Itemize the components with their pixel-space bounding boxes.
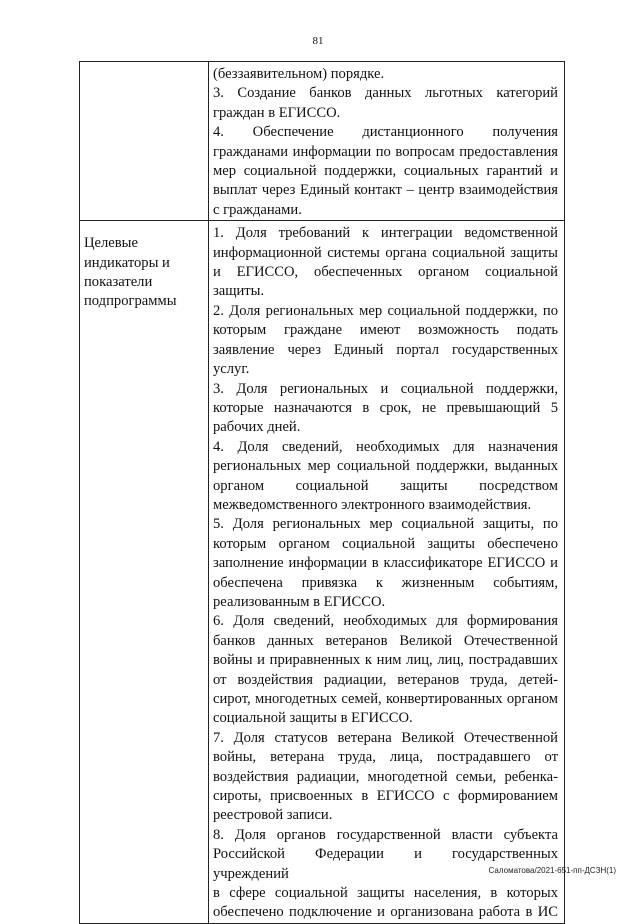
indicator-line: 7. Доля статусов ветерана Великой Отечественной (213, 729, 558, 746)
indicator-line: обеспечено подключение и организована работа в ИС (213, 904, 558, 921)
indicator-line: межведомственного электронного взаимодействия. (213, 496, 532, 513)
continuation-line: граждан в ЕГИССО. (213, 104, 341, 121)
indicator-line: рабочих дней. (213, 419, 301, 436)
continuation-line: гражданами информации по вопросам предоставления (213, 143, 558, 160)
document-stamp: Саломатова/2021-651-пп-ДСЗН(1) (488, 866, 616, 875)
section-label-line: индикаторы и (84, 254, 170, 271)
indicator-line: информационной системы органа социальной защиты (213, 244, 558, 261)
section-label-cell (80, 221, 209, 924)
indicator-line: социальной защиты в ЕГИССО. (213, 710, 413, 727)
indicator-line: Российской Федерации и государственных учреждений (213, 846, 558, 882)
indicator-line: 5. Доля региональных мер социальной защиты, по (213, 516, 558, 533)
indicator-line: сироты, присвоенных в ЕГИССО с формированием (213, 788, 558, 805)
continuation-line: мер социальной поддержки, социальных гарантий и (213, 163, 558, 180)
indicator-line: органом социальной защиты посредством (213, 477, 558, 494)
continuation-line: с гражданами. (213, 201, 302, 218)
indicators-cell (209, 221, 565, 924)
indicator-line: в сфере социальной защиты населения, в которых (213, 885, 558, 902)
indicator-line: защиты. (213, 283, 265, 300)
empty-label-cell (80, 62, 209, 221)
indicator-line: которым граждане имеют возможность подать (213, 322, 558, 339)
indicator-line: которые назначаются в срок, не превышающий 5 (213, 399, 558, 416)
indicator-line: реестровой записи. (213, 807, 333, 824)
continuation-line: 4. Обеспечение дистанционного получения (213, 124, 558, 141)
indicator-line: от воздействия радиации, ветеранов труда, детей- (213, 671, 558, 688)
table-row-continuation (80, 62, 565, 221)
indicator-line: и ЕГИССО, обеспеченных органом социальной (213, 264, 558, 281)
indicator-line: 8. Доля органов государственной власти субъекта (213, 826, 558, 843)
continuation-line: выплат через Единый контакт – центр взаимодействия (213, 182, 558, 199)
indicator-line: 1. Доля требований к интеграции ведомственной (213, 225, 558, 242)
indicator-line: воздействия радиации, многодетной семьи, ребенка- (213, 768, 558, 785)
page-number: 81 (312, 35, 324, 47)
indicator-line: войны, ветерана труда, лица, пострадавшего от (213, 749, 558, 766)
indicator-line: 6. Доля сведений, необходимых для формирования (213, 613, 558, 630)
indicator-line: войны и приравненных к ним лиц, лиц, пострадавших (213, 652, 558, 669)
indicator-line: заявление через Единый портал государственных (213, 341, 558, 358)
indicator-line: 3. Доля региональных и социальной поддержки, (213, 380, 558, 397)
program-table (79, 61, 565, 924)
indicator-line: 4. Доля сведений, необходимых для назначения (213, 438, 558, 455)
indicator-line: региональных мер социальной поддержки, выданных (213, 458, 558, 475)
section-label-line: показатели (84, 274, 153, 291)
indicator-line: заполнение информации в классификаторе ЕГИССО и (213, 555, 558, 572)
indicator-line: обеспечена привязка к жизненным событиям, (213, 574, 558, 591)
section-label-line: подпрограммы (84, 293, 177, 310)
indicator-line: которым органом социальной защиты обеспечено (213, 535, 558, 552)
table-row-indicators (80, 221, 565, 924)
indicator-line: банков данных ветеранов Великой Отечественной (213, 632, 558, 649)
section-label-line: Целевые (84, 235, 138, 252)
indicator-line: 2. Доля региональных мер социальной поддержки, по (213, 302, 558, 319)
indicator-line: реализованным в ЕГИССО. (213, 593, 386, 610)
continuation-line: 3. Создание банков данных льготных категорий (213, 85, 558, 102)
continuation-line: (беззаявительном) порядке. (213, 66, 385, 82)
indicator-line: услуг. (213, 361, 250, 378)
tasks-continuation-cell (209, 62, 565, 221)
indicator-line: сирот, многодетных семей, конвертированных органом (213, 691, 558, 707)
